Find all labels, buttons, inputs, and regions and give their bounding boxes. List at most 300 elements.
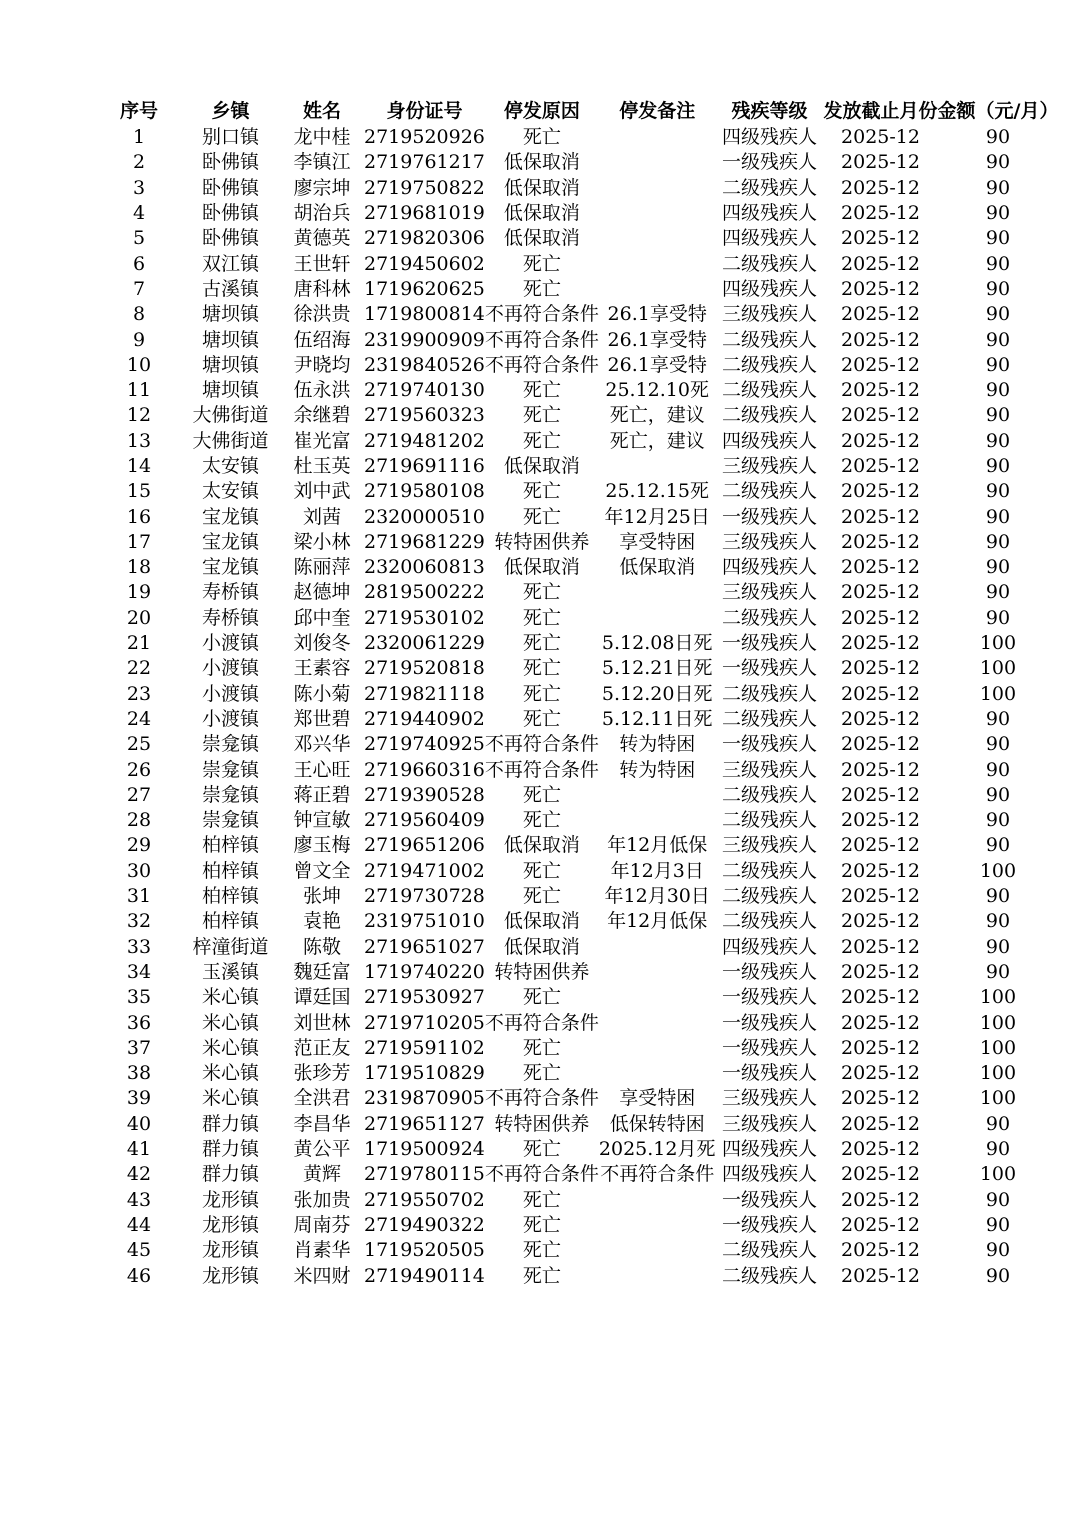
- cell-town: 米心镇: [201, 1062, 259, 1085]
- cell-stop-reason: 死亡: [522, 783, 561, 806]
- cell-town: 宝龙镇: [201, 505, 259, 528]
- cell-stop-note: 2025.12月死: [598, 1138, 716, 1161]
- table-row: [97, 226, 1058, 251]
- cell-town: 小渡镇: [201, 657, 259, 680]
- cell-disability-level: 一级残疾人: [721, 960, 817, 983]
- cell-disability-level: 二级残疾人: [721, 859, 817, 882]
- cell-stop-note: 年12月3日: [610, 859, 704, 882]
- cell-stop-reason: 死亡: [522, 505, 561, 528]
- cell-name: 李昌华: [293, 1112, 351, 1135]
- cell-stop-note: [599, 125, 716, 150]
- table-row: [97, 504, 1058, 529]
- cell-disability-level: 二级残疾人: [721, 707, 817, 730]
- cell-stop-reason: 死亡: [522, 1213, 561, 1236]
- cell-index: 42: [126, 1163, 152, 1186]
- cell-id-number: 2719481202: [364, 429, 485, 452]
- cell-town: 寿桥镇: [201, 606, 259, 629]
- header-cell-index: 序号: [119, 99, 158, 122]
- cell-end-month: 2025-12: [841, 783, 920, 806]
- cell-id-number: 2719520818: [364, 657, 485, 680]
- cell-amount: 90: [985, 379, 1011, 402]
- table-row: [97, 530, 1058, 555]
- cell-stop-note: [599, 606, 716, 631]
- cell-town: 塘坝镇: [201, 328, 259, 351]
- cell-stop-reason: 低保取消: [503, 202, 580, 225]
- cell-end-month: 2025-12: [841, 707, 920, 730]
- cell-end-month: 2025-12: [841, 505, 920, 528]
- cell-disability-level: 一级残疾人: [721, 986, 817, 1009]
- cell-index: 17: [126, 530, 152, 553]
- cell-stop-reason: 死亡: [522, 277, 561, 300]
- cell-stop-note: 年12月25日: [604, 505, 710, 528]
- cell-end-month: 2025-12: [841, 303, 920, 326]
- cell-amount: 100: [979, 1087, 1017, 1110]
- cell-index: 40: [126, 1112, 152, 1135]
- cell-stop-reason: 死亡: [522, 1188, 561, 1211]
- cell-amount: 90: [985, 733, 1011, 756]
- cell-amount: 90: [985, 227, 1011, 250]
- cell-amount: 90: [985, 758, 1011, 781]
- cell-disability-level: 一级残疾人: [721, 1062, 817, 1085]
- cell-id-number: 2719740130: [364, 379, 485, 402]
- table-row: [97, 327, 1058, 352]
- cell-index: 24: [126, 707, 152, 730]
- cell-id-number: 2319900909: [364, 328, 485, 351]
- cell-amount: 90: [985, 1188, 1011, 1211]
- cell-disability-level: 一级残疾人: [721, 505, 817, 528]
- cell-stop-reason: 不再符合条件: [484, 303, 599, 326]
- cell-stop-reason: 转特困供养: [494, 530, 590, 553]
- cell-name: 伍永洪: [293, 379, 351, 402]
- cell-town: 米心镇: [201, 1036, 259, 1059]
- cell-id-number: 1719500924: [364, 1138, 485, 1161]
- cell-disability-level: 一级残疾人: [721, 1213, 817, 1236]
- cell-name: 米四财: [293, 1264, 351, 1287]
- cell-disability-level: 四级残疾人: [721, 556, 817, 579]
- cell-id-number: 2819500222: [364, 581, 485, 604]
- cell-amount: 90: [985, 606, 1011, 629]
- cell-index: 6: [132, 252, 146, 275]
- table-row: [97, 1112, 1058, 1137]
- cell-stop-reason: 死亡: [522, 682, 561, 705]
- cell-id-number: 2719710205: [364, 1011, 485, 1034]
- cell-index: 44: [126, 1213, 152, 1236]
- cell-town: 塘坝镇: [201, 353, 259, 376]
- cell-disability-level: 一级残疾人: [721, 1188, 817, 1211]
- cell-name: 胡治兵: [293, 202, 351, 225]
- cell-stop-note: [599, 226, 716, 251]
- cell-index: 28: [126, 809, 152, 832]
- cell-name: 肖素华: [293, 1239, 351, 1262]
- cell-stop-reason: 死亡: [522, 606, 561, 629]
- cell-end-month: 2025-12: [841, 328, 920, 351]
- cell-id-number: 2719651027: [364, 935, 485, 958]
- cell-index: 39: [126, 1087, 152, 1110]
- table-row: [97, 302, 1058, 327]
- header-cell-end-month: 发放截止月份: [823, 99, 938, 122]
- cell-stop-note: 26.1享受特: [607, 303, 707, 326]
- cell-stop-reason: 死亡: [522, 707, 561, 730]
- cell-town: 群力镇: [201, 1138, 259, 1161]
- cell-end-month: 2025-12: [841, 885, 920, 908]
- cell-id-number: 1719620625: [364, 277, 485, 300]
- cell-stop-note: [599, 1263, 716, 1288]
- cell-stop-note: 年12月低保: [607, 910, 708, 933]
- table-row: [97, 707, 1058, 732]
- cell-end-month: 2025-12: [841, 227, 920, 250]
- cell-amount: 90: [985, 885, 1011, 908]
- cell-town: 米心镇: [201, 1011, 259, 1034]
- cell-end-month: 2025-12: [841, 429, 920, 452]
- cell-stop-reason: 低保取消: [503, 834, 580, 857]
- table-row: [97, 1086, 1058, 1111]
- cell-disability-level: 二级残疾人: [721, 682, 817, 705]
- cell-stop-reason: 死亡: [522, 1138, 561, 1161]
- cell-id-number: 2719450602: [364, 252, 485, 275]
- header-cell-disability-level: 残疾等级: [731, 99, 808, 122]
- cell-name: 黄公平: [293, 1138, 351, 1161]
- cell-disability-level: 一级残疾人: [721, 1011, 817, 1034]
- cell-end-month: 2025-12: [841, 277, 920, 300]
- cell-amount: 90: [985, 505, 1011, 528]
- cell-name: 刘世林: [293, 1011, 351, 1034]
- cell-amount: 90: [985, 783, 1011, 806]
- cell-name: 黄德英: [293, 227, 351, 250]
- table-row: [97, 251, 1058, 276]
- cell-disability-level: 三级残疾人: [721, 581, 817, 604]
- cell-stop-note: [599, 251, 716, 276]
- cell-stop-note: [599, 454, 716, 479]
- cell-amount: 90: [985, 834, 1011, 857]
- cell-stop-note: 低保取消: [619, 556, 696, 579]
- cell-town: 塘坝镇: [201, 303, 259, 326]
- cell-stop-note: [599, 1061, 716, 1086]
- cell-name: 尹晓均: [293, 353, 351, 376]
- cell-id-number: 2320060813: [364, 556, 485, 579]
- cell-index: 2: [132, 151, 146, 174]
- cell-amount: 100: [979, 1011, 1017, 1034]
- cell-stop-reason: 死亡: [522, 632, 561, 655]
- cell-name: 邱中奎: [293, 606, 351, 629]
- table-row: [97, 1162, 1058, 1187]
- cell-stop-note: [599, 150, 716, 175]
- cell-index: 46: [126, 1264, 152, 1287]
- cell-stop-note: 25.12.10死: [605, 379, 709, 402]
- cell-index: 19: [126, 581, 152, 604]
- header-cell-stop-reason: 停发原因: [503, 99, 580, 122]
- cell-amount: 90: [985, 303, 1011, 326]
- table-row: [97, 1061, 1058, 1086]
- table-row: [97, 429, 1058, 454]
- cell-end-month: 2025-12: [841, 935, 920, 958]
- cell-stop-note: [599, 1010, 716, 1035]
- cell-name: 梁小林: [293, 530, 351, 553]
- cell-stop-reason: 低保取消: [503, 935, 580, 958]
- cell-end-month: 2025-12: [841, 758, 920, 781]
- cell-id-number: 2719820306: [364, 227, 485, 250]
- cell-stop-note: [599, 783, 716, 808]
- cell-amount: 90: [985, 960, 1011, 983]
- cell-end-month: 2025-12: [841, 404, 920, 427]
- cell-name: 蒋正碧: [293, 783, 351, 806]
- cell-name: 刘茜: [302, 505, 341, 528]
- cell-stop-reason: 不再符合条件: [484, 758, 599, 781]
- cell-id-number: 2719530102: [364, 606, 485, 629]
- table-row: [97, 1263, 1058, 1288]
- cell-end-month: 2025-12: [841, 176, 920, 199]
- cell-end-month: 2025-12: [841, 682, 920, 705]
- cell-index: 22: [126, 657, 152, 680]
- cell-index: 34: [126, 960, 152, 983]
- cell-stop-note: 死亡，建议: [609, 404, 705, 427]
- cell-stop-reason: 死亡: [522, 404, 561, 427]
- cell-disability-level: 二级残疾人: [721, 379, 817, 402]
- cell-town: 大佛街道: [192, 404, 269, 427]
- table-row: [97, 960, 1058, 985]
- table-row: [97, 479, 1058, 504]
- cell-id-number: 1719740220: [364, 960, 485, 983]
- cell-amount: 90: [985, 480, 1011, 503]
- cell-stop-reason: 死亡: [522, 809, 561, 832]
- cell-index: 15: [126, 480, 152, 503]
- cell-id-number: 1719510829: [364, 1062, 485, 1085]
- cell-end-month: 2025-12: [841, 252, 920, 275]
- cell-town: 太安镇: [201, 455, 259, 477]
- cell-stop-reason: 低保取消: [503, 151, 580, 174]
- cell-stop-note: 年12月30日: [604, 885, 710, 908]
- cell-amount: 90: [985, 176, 1011, 199]
- cell-end-month: 2025-12: [841, 632, 920, 655]
- cell-town: 古溪镇: [201, 277, 259, 300]
- cell-name: 陈丽萍: [293, 556, 351, 579]
- cell-stop-note: [599, 176, 716, 201]
- cell-end-month: 2025-12: [841, 353, 920, 376]
- cell-end-month: 2025-12: [841, 986, 920, 1009]
- cell-town: 玉溪镇: [201, 960, 259, 983]
- cell-id-number: 2719471002: [364, 859, 485, 882]
- cell-name: 赵德坤: [293, 581, 351, 604]
- cell-amount: 90: [985, 1213, 1011, 1236]
- cell-town: 龙形镇: [201, 1239, 259, 1262]
- cell-index: 33: [126, 935, 152, 958]
- cell-id-number: 2719750822: [364, 176, 485, 199]
- cell-index: 11: [126, 379, 152, 402]
- cell-stop-note: 26.1享受特: [607, 328, 707, 351]
- cell-id-number: 2719681229: [364, 530, 485, 553]
- cell-disability-level: 三级残疾人: [721, 303, 817, 326]
- table-row: [97, 757, 1058, 782]
- cell-name: 袁艳: [302, 910, 341, 933]
- table-row: [97, 1187, 1058, 1212]
- cell-end-month: 2025-12: [841, 126, 920, 149]
- cell-town: 崇龛镇: [201, 809, 259, 832]
- cell-index: 31: [126, 885, 152, 908]
- cell-disability-level: 二级残疾人: [721, 353, 817, 376]
- cell-amount: 90: [985, 353, 1011, 376]
- cell-name: 王心旺: [293, 758, 351, 781]
- cell-amount: 100: [979, 1036, 1017, 1059]
- cell-amount: 100: [979, 859, 1017, 882]
- cell-name: 黄辉: [302, 1163, 341, 1186]
- cell-id-number: 2320000510: [364, 505, 485, 528]
- cell-stop-reason: 不再符合条件: [484, 1163, 599, 1186]
- table-row: [97, 859, 1058, 884]
- cell-id-number: 2719651127: [364, 1112, 485, 1135]
- cell-disability-level: 四级残疾人: [721, 227, 817, 250]
- cell-disability-level: 四级残疾人: [721, 277, 817, 300]
- cell-stop-note: 5.12.08日死: [601, 632, 713, 655]
- cell-disability-level: 三级残疾人: [721, 834, 817, 857]
- table-row: [97, 1238, 1058, 1263]
- cell-name: 张坤: [302, 885, 341, 908]
- cell-disability-level: 二级残疾人: [721, 252, 817, 275]
- cell-disability-level: 二级残疾人: [721, 1264, 817, 1287]
- cell-amount: 90: [985, 151, 1011, 174]
- table-row: [97, 454, 1058, 479]
- cell-index: 10: [126, 353, 152, 376]
- cell-town: 卧佛镇: [201, 176, 259, 199]
- cell-index: 4: [132, 202, 146, 225]
- cell-disability-level: 四级残疾人: [721, 1138, 817, 1161]
- cell-amount: 90: [985, 455, 1011, 477]
- cell-id-number: 2719681019: [364, 202, 485, 225]
- cell-end-month: 2025-12: [841, 809, 920, 832]
- table-row: [97, 884, 1058, 909]
- cell-name: 张珍芳: [293, 1062, 351, 1085]
- cell-end-month: 2025-12: [841, 733, 920, 756]
- table-row: [97, 125, 1058, 150]
- cell-index: 3: [132, 176, 146, 199]
- table-row: [97, 783, 1058, 808]
- table-row: [97, 1036, 1058, 1061]
- table-row: [97, 176, 1058, 201]
- cell-amount: 90: [985, 556, 1011, 579]
- cell-stop-note: 转为特困: [619, 733, 696, 756]
- table-row: [97, 909, 1058, 934]
- cell-id-number: 2719780115: [364, 1163, 485, 1186]
- cell-stop-reason: 不再符合条件: [484, 353, 599, 376]
- cell-name: 范正友: [293, 1036, 351, 1059]
- header-row: [97, 97, 1058, 125]
- cell-end-month: 2025-12: [841, 455, 920, 477]
- table-row: [97, 682, 1058, 707]
- cell-town: 寿桥镇: [201, 581, 259, 604]
- cell-stop-note: 死亡，建议: [609, 429, 705, 452]
- cell-name: 刘俊冬: [293, 632, 351, 655]
- cell-stop-note: [599, 985, 716, 1010]
- cell-id-number: 2719490114: [364, 1264, 485, 1287]
- cell-index: 18: [126, 556, 152, 579]
- cell-town: 柏梓镇: [201, 885, 259, 908]
- cell-town: 柏梓镇: [201, 834, 259, 857]
- cell-amount: 90: [985, 581, 1011, 604]
- cell-index: 35: [126, 986, 152, 1009]
- cell-id-number: 2719560409: [364, 809, 485, 832]
- spreadsheet-table: [97, 97, 1058, 1289]
- cell-end-month: 2025-12: [841, 1112, 920, 1135]
- cell-amount: 100: [979, 1163, 1017, 1186]
- cell-index: 12: [126, 404, 152, 427]
- cell-stop-reason: 低保取消: [503, 556, 580, 579]
- cell-disability-level: 三级残疾人: [721, 530, 817, 553]
- cell-end-month: 2025-12: [841, 1087, 920, 1110]
- cell-town: 群力镇: [201, 1163, 259, 1186]
- cell-disability-level: 二级残疾人: [721, 809, 817, 832]
- table-row: [97, 150, 1058, 175]
- cell-name: 李镇江: [293, 151, 351, 174]
- table-row: [97, 1213, 1058, 1238]
- cell-amount: 90: [985, 1112, 1011, 1135]
- cell-amount: 90: [985, 910, 1011, 933]
- cell-amount: 90: [985, 277, 1011, 300]
- cell-disability-level: 二级残疾人: [721, 480, 817, 503]
- cell-town: 龙形镇: [201, 1264, 259, 1287]
- header-cell-id-number: 身份证号: [386, 99, 463, 122]
- cell-disability-level: 二级残疾人: [721, 910, 817, 933]
- cell-disability-level: 二级残疾人: [721, 885, 817, 908]
- cell-end-month: 2025-12: [841, 556, 920, 579]
- table-row: [97, 201, 1058, 226]
- cell-town: 崇龛镇: [201, 758, 259, 781]
- cell-stop-note: 转为特困: [619, 758, 696, 781]
- cell-town: 小渡镇: [201, 682, 259, 705]
- cell-disability-level: 一级残疾人: [721, 1036, 817, 1059]
- cell-stop-note: 享受特困: [619, 530, 696, 553]
- cell-end-month: 2025-12: [841, 151, 920, 174]
- cell-stop-reason: 不再符合条件: [484, 1087, 599, 1110]
- cell-stop-note: [599, 201, 716, 226]
- cell-id-number: 2719580108: [364, 480, 485, 503]
- cell-stop-reason: 死亡: [522, 429, 561, 452]
- cell-index: 1: [132, 126, 146, 149]
- cell-id-number: 2719591102: [364, 1036, 485, 1059]
- cell-town: 崇龛镇: [201, 733, 259, 756]
- header-cell-amount: 金额（元/月）: [937, 99, 1059, 122]
- cell-town: 宝龙镇: [201, 556, 259, 579]
- cell-disability-level: 一级残疾人: [721, 632, 817, 655]
- table-row: [97, 631, 1058, 656]
- cell-stop-note: 25.12.15死: [605, 480, 709, 503]
- cell-id-number: 1719520505: [364, 1239, 485, 1262]
- cell-town: 小渡镇: [201, 707, 259, 730]
- cell-id-number: 2719740925: [364, 733, 485, 756]
- cell-id-number: 2719821118: [364, 682, 485, 705]
- cell-stop-reason: 死亡: [522, 480, 561, 503]
- cell-amount: 100: [979, 986, 1017, 1009]
- cell-amount: 100: [979, 682, 1017, 705]
- cell-disability-level: 四级残疾人: [721, 429, 817, 452]
- cell-name: 杜玉英: [293, 455, 351, 477]
- cell-name: 张加贵: [293, 1188, 351, 1211]
- cell-id-number: 2719490322: [364, 1213, 485, 1236]
- cell-disability-level: 三级残疾人: [721, 758, 817, 781]
- cell-disability-level: 四级残疾人: [721, 202, 817, 225]
- cell-town: 梓潼街道: [192, 935, 269, 958]
- cell-end-month: 2025-12: [841, 1011, 920, 1034]
- cell-index: 38: [126, 1062, 152, 1085]
- cell-amount: 90: [985, 328, 1011, 351]
- cell-index: 26: [126, 758, 152, 781]
- cell-amount: 90: [985, 809, 1011, 832]
- cell-amount: 90: [985, 1264, 1011, 1287]
- cell-name: 龙中桂: [293, 126, 351, 149]
- cell-end-month: 2025-12: [841, 1062, 920, 1085]
- cell-name: 廖宗坤: [293, 176, 351, 199]
- cell-amount: 100: [979, 657, 1017, 680]
- cell-name: 徐洪贵: [293, 303, 351, 326]
- header-cell-stop-note: 停发备注: [619, 99, 696, 122]
- cell-index: 14: [126, 455, 152, 477]
